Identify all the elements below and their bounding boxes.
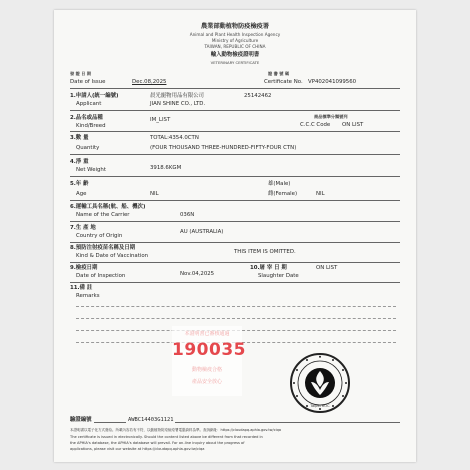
applicant-zh: 1.申請人(統一編號) <box>70 93 119 99</box>
footer-note-en-3: applications, please visit our website at https://cloudapq.aphia.gov.tw/ciqa <box>70 447 205 451</box>
certificate-title-en: VETERINARY CERTIFICATE <box>210 60 260 65</box>
age-zh: 5.年 齡 <box>70 181 89 187</box>
ministry-name: Ministry of Agriculture <box>211 38 259 43</box>
slaughter-value: ON LIST <box>316 265 338 271</box>
carrier-zh: 6.運輸工具名稱(航、船、機次) <box>70 204 146 210</box>
quantity-words: (FOUR THOUSAND THREE-HUNDRED-FIFTY-FOUR CTN) <box>150 145 297 151</box>
ccc-zh: 商品標準分類號列 <box>314 114 348 119</box>
weight-zh: 4.淨 重 <box>70 159 89 165</box>
male-label: 雄(Male) <box>268 181 291 187</box>
vaccination-zh: 8.預防注射疫苗名稱及日期 <box>70 245 136 251</box>
origin-zh: 7.生 產 地 <box>70 225 96 231</box>
footer-note-en-1: The certificate is issued in electronically. Should the content listed above be different from that recorded in <box>70 435 263 439</box>
certificate-page <box>54 10 416 462</box>
cert-no-label: Certificate No. <box>264 79 303 85</box>
remarks-zh: 11.備 註 <box>70 285 93 291</box>
inspection-zh: 9.檢疫日期 <box>70 265 98 271</box>
quantity-value: TOTAL:4354.0CTN <box>150 135 199 141</box>
serial-zh: 驗證編號 <box>70 417 92 423</box>
footer-note-zh: 本證明書以電子化方式發給。所載內容若有不符，以動植物防疫檢疫署電腦資料為準。查詢網址：https://cloudapq.aphia.gov.tw/ciqa <box>70 428 281 432</box>
inspection-label: Date of Inspection <box>76 273 126 279</box>
applicant-name-en: JIAN SHINE CO., LTD. <box>150 101 206 107</box>
slaughter-zh: 10.屠 宰 日 期 <box>250 265 287 271</box>
remarks-label: Remarks <box>76 293 100 299</box>
cert-no-zh: 證 書 號 碼 <box>268 71 290 76</box>
applicant-label: Applicant <box>76 101 102 107</box>
badge-top-text: 本證明書已審核通過 <box>184 331 230 337</box>
female-label: 雌(Female) <box>268 191 298 197</box>
issue-date-zh: 發 證 日 期 <box>70 71 92 76</box>
origin-label: Country of Origin <box>76 233 123 239</box>
kind-label: Kind/Breed <box>76 123 106 129</box>
vaccination-value: THIS ITEM IS OMITTED. <box>234 249 296 255</box>
cert-no-value: VP402041099560 <box>308 79 357 85</box>
slaughter-label: Slaughter Date <box>258 273 299 279</box>
carrier-label: Name of the Carrier <box>76 212 130 218</box>
serial-value: AWBC14403G1121 <box>128 417 174 423</box>
weight-value: 3918.6KGM <box>150 165 182 171</box>
badge-number: 190035 <box>172 340 246 360</box>
seal-text: Taipei ROC <box>310 404 330 408</box>
kind-zh: 2.品名或品種 <box>70 115 103 121</box>
ccc-value: ON LIST <box>342 122 364 128</box>
carrier-value: 036N <box>180 212 195 218</box>
quantity-label: Quantity <box>76 145 100 151</box>
origin-value: AU (AUSTRALIA) <box>180 229 224 235</box>
age-label: Age <box>76 191 87 197</box>
kind-value: IM_LIST <box>150 117 171 123</box>
agency-name-en: Animal and Plant Health Inspection Agency <box>189 32 281 37</box>
quantity-zh: 3.數 量 <box>70 135 89 141</box>
badge-line-2: 產品安全放心 <box>191 379 222 385</box>
country-name: TAIWAN, REPUBLIC OF CHINA <box>204 44 266 49</box>
ccc-label: C.C.C Code <box>300 122 331 128</box>
weight-label: Net Weight <box>76 167 106 173</box>
certificate-title-zh: 輸入動物檢疫證明書 <box>210 52 260 58</box>
issue-date-value: Dec.08,2025 <box>132 79 167 85</box>
age-value: NIL <box>150 191 159 197</box>
applicant-name-zh: 晨光寵物用品有限公司 <box>150 93 204 99</box>
issue-date-label: Date of Issue <box>70 79 106 85</box>
applicant-id: 25142462 <box>244 93 272 99</box>
footer-note-en-2: the APHIA's database, the APHIA's database will prevail. For on-line inquiry about the progress of <box>70 441 245 445</box>
agency-name-zh: 農業部動植物防疫檢疫署 <box>200 23 270 30</box>
inspection-value: Nov.04,2025 <box>180 271 215 277</box>
verification-badge <box>172 326 246 396</box>
vaccination-label: Kind & Date of Vaccination <box>76 253 149 259</box>
badge-line-1: 動物檢疫合格 <box>191 367 222 373</box>
sex-value: NIL <box>316 191 325 197</box>
